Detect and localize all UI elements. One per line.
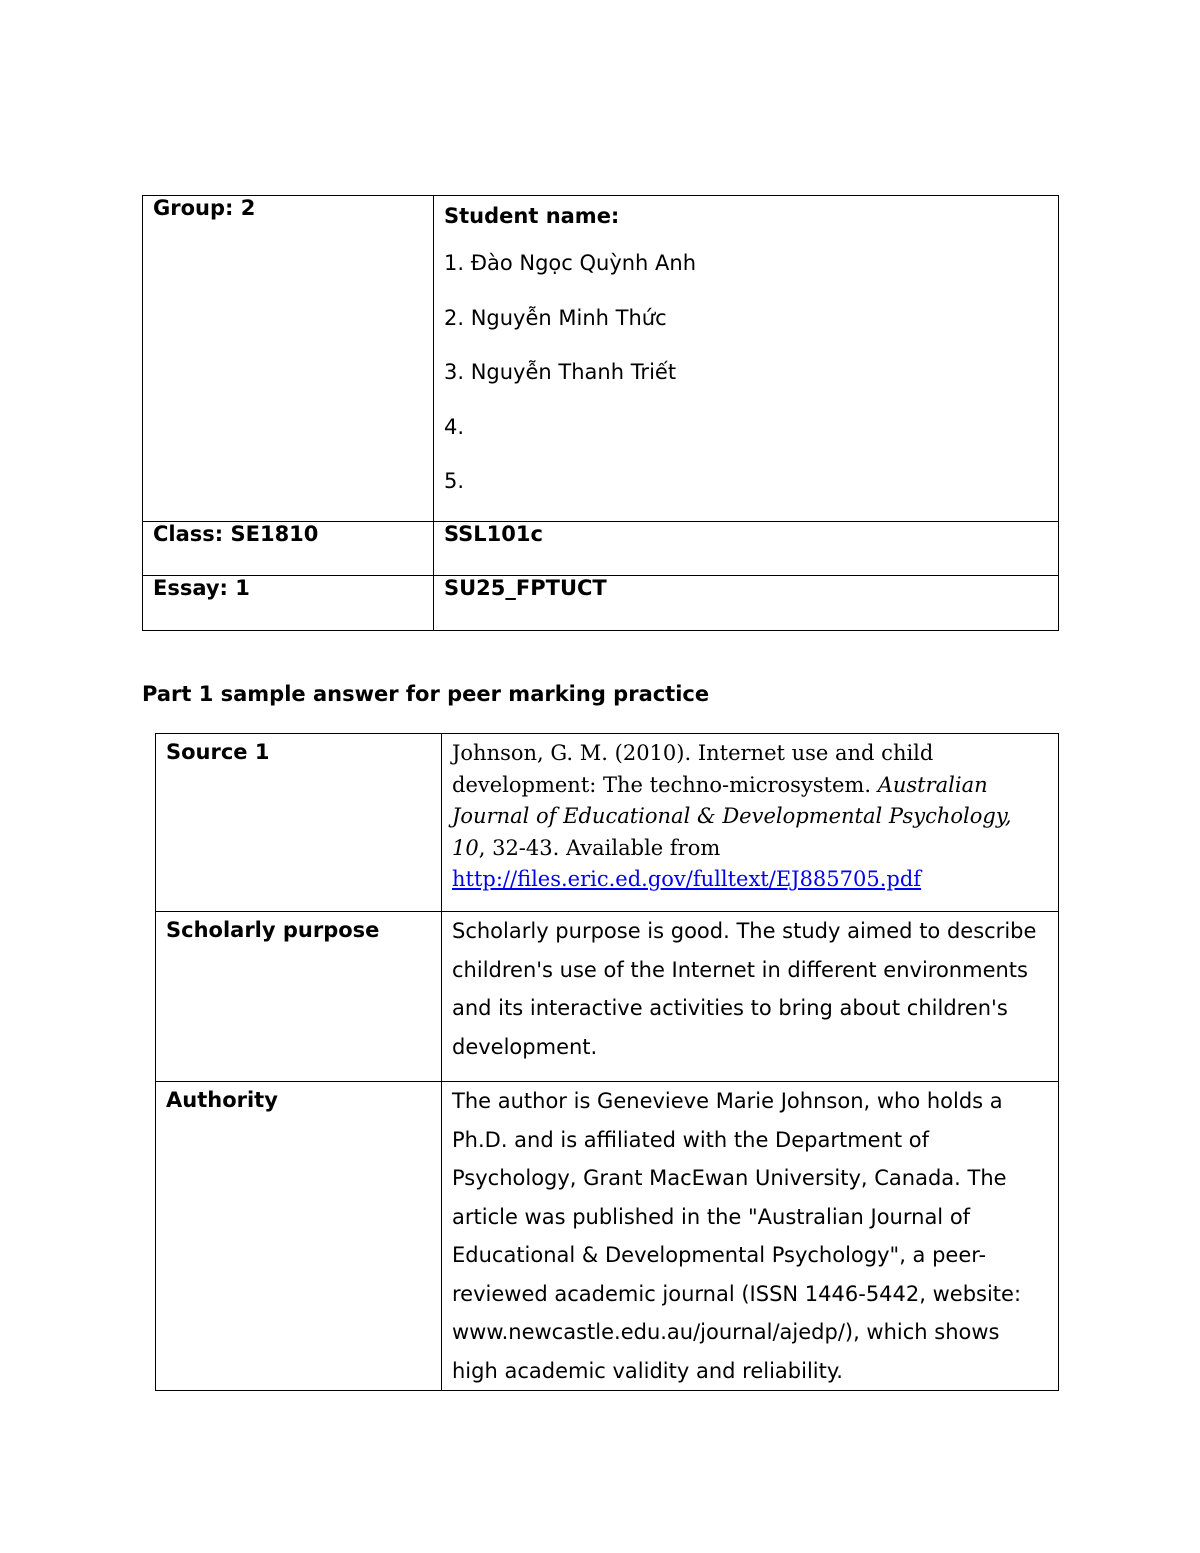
citation-pages: , 32-43. Available from [478,835,721,860]
course-code-cell [434,522,1059,576]
source-label-cell [156,734,442,912]
authority-text: The author is Genevieve Marie Johnson, who holds a Ph.D. and is affiliated with the Department of Psychology, Grant MacEwan University, Canada. The article was published in the "Australian Journal of Educational & Developmental Psychology", a peer-reviewed academic journal (ISSN 1446-5442, website: www.newcastle.edu.au/journal/ajedp/), which shows high academic validity and reliability. [452,1089,1022,1383]
group-cell [143,196,434,522]
student-name-label: Student name: [444,204,620,228]
scholarly-label: Scholarly purpose [166,918,380,942]
journal-title: Australian Journal of Educational & Developmental Psychology, 10 [452,772,1012,860]
source-label: Source 1 [166,740,270,764]
section-heading: Part 1 sample answer for peer marking practice [142,682,710,706]
citation-text: Johnson, G. M. (2010). Internet use and child development: The techno-microsystem. [452,741,934,797]
student-info-table [142,195,1059,631]
citation-cell [442,734,1059,912]
student-name-item: 2. Nguyễn Minh Thức [444,305,667,330]
source-evaluation-table [155,733,1059,1391]
authority-label-cell [156,1082,442,1391]
scholarly-text: Scholarly purpose is good. The study aimed to describe children's use of the Internet in different environments and its interactive activities to bring about children's development. [452,919,1037,1059]
class-label: Class: SE1810 [153,522,319,546]
student-name-item: 3. Nguyễn Thanh Triết [444,360,677,384]
student-name-item: 4. [444,414,465,439]
course-code: SSL101c [444,522,543,546]
source-link[interactable]: http://files.eric.ed.gov/fulltext/EJ885705.pdf [452,867,922,891]
group-label: Group: 2 [153,196,256,220]
class-cell [143,522,434,576]
authority-text-cell [442,1082,1059,1391]
essay-cell [143,576,434,631]
student-name-item: 1. Đào Ngọc Quỳnh Anh [444,251,697,275]
term-code-cell [434,576,1059,631]
scholarly-text-cell [442,912,1059,1082]
essay-label: Essay: 1 [153,576,250,600]
student-names-cell [434,196,1059,522]
term-code: SU25_FPTUCT [444,576,607,600]
scholarly-label-cell [156,912,442,1082]
student-name-item: 5. [444,469,465,493]
authority-label: Authority [166,1088,278,1112]
